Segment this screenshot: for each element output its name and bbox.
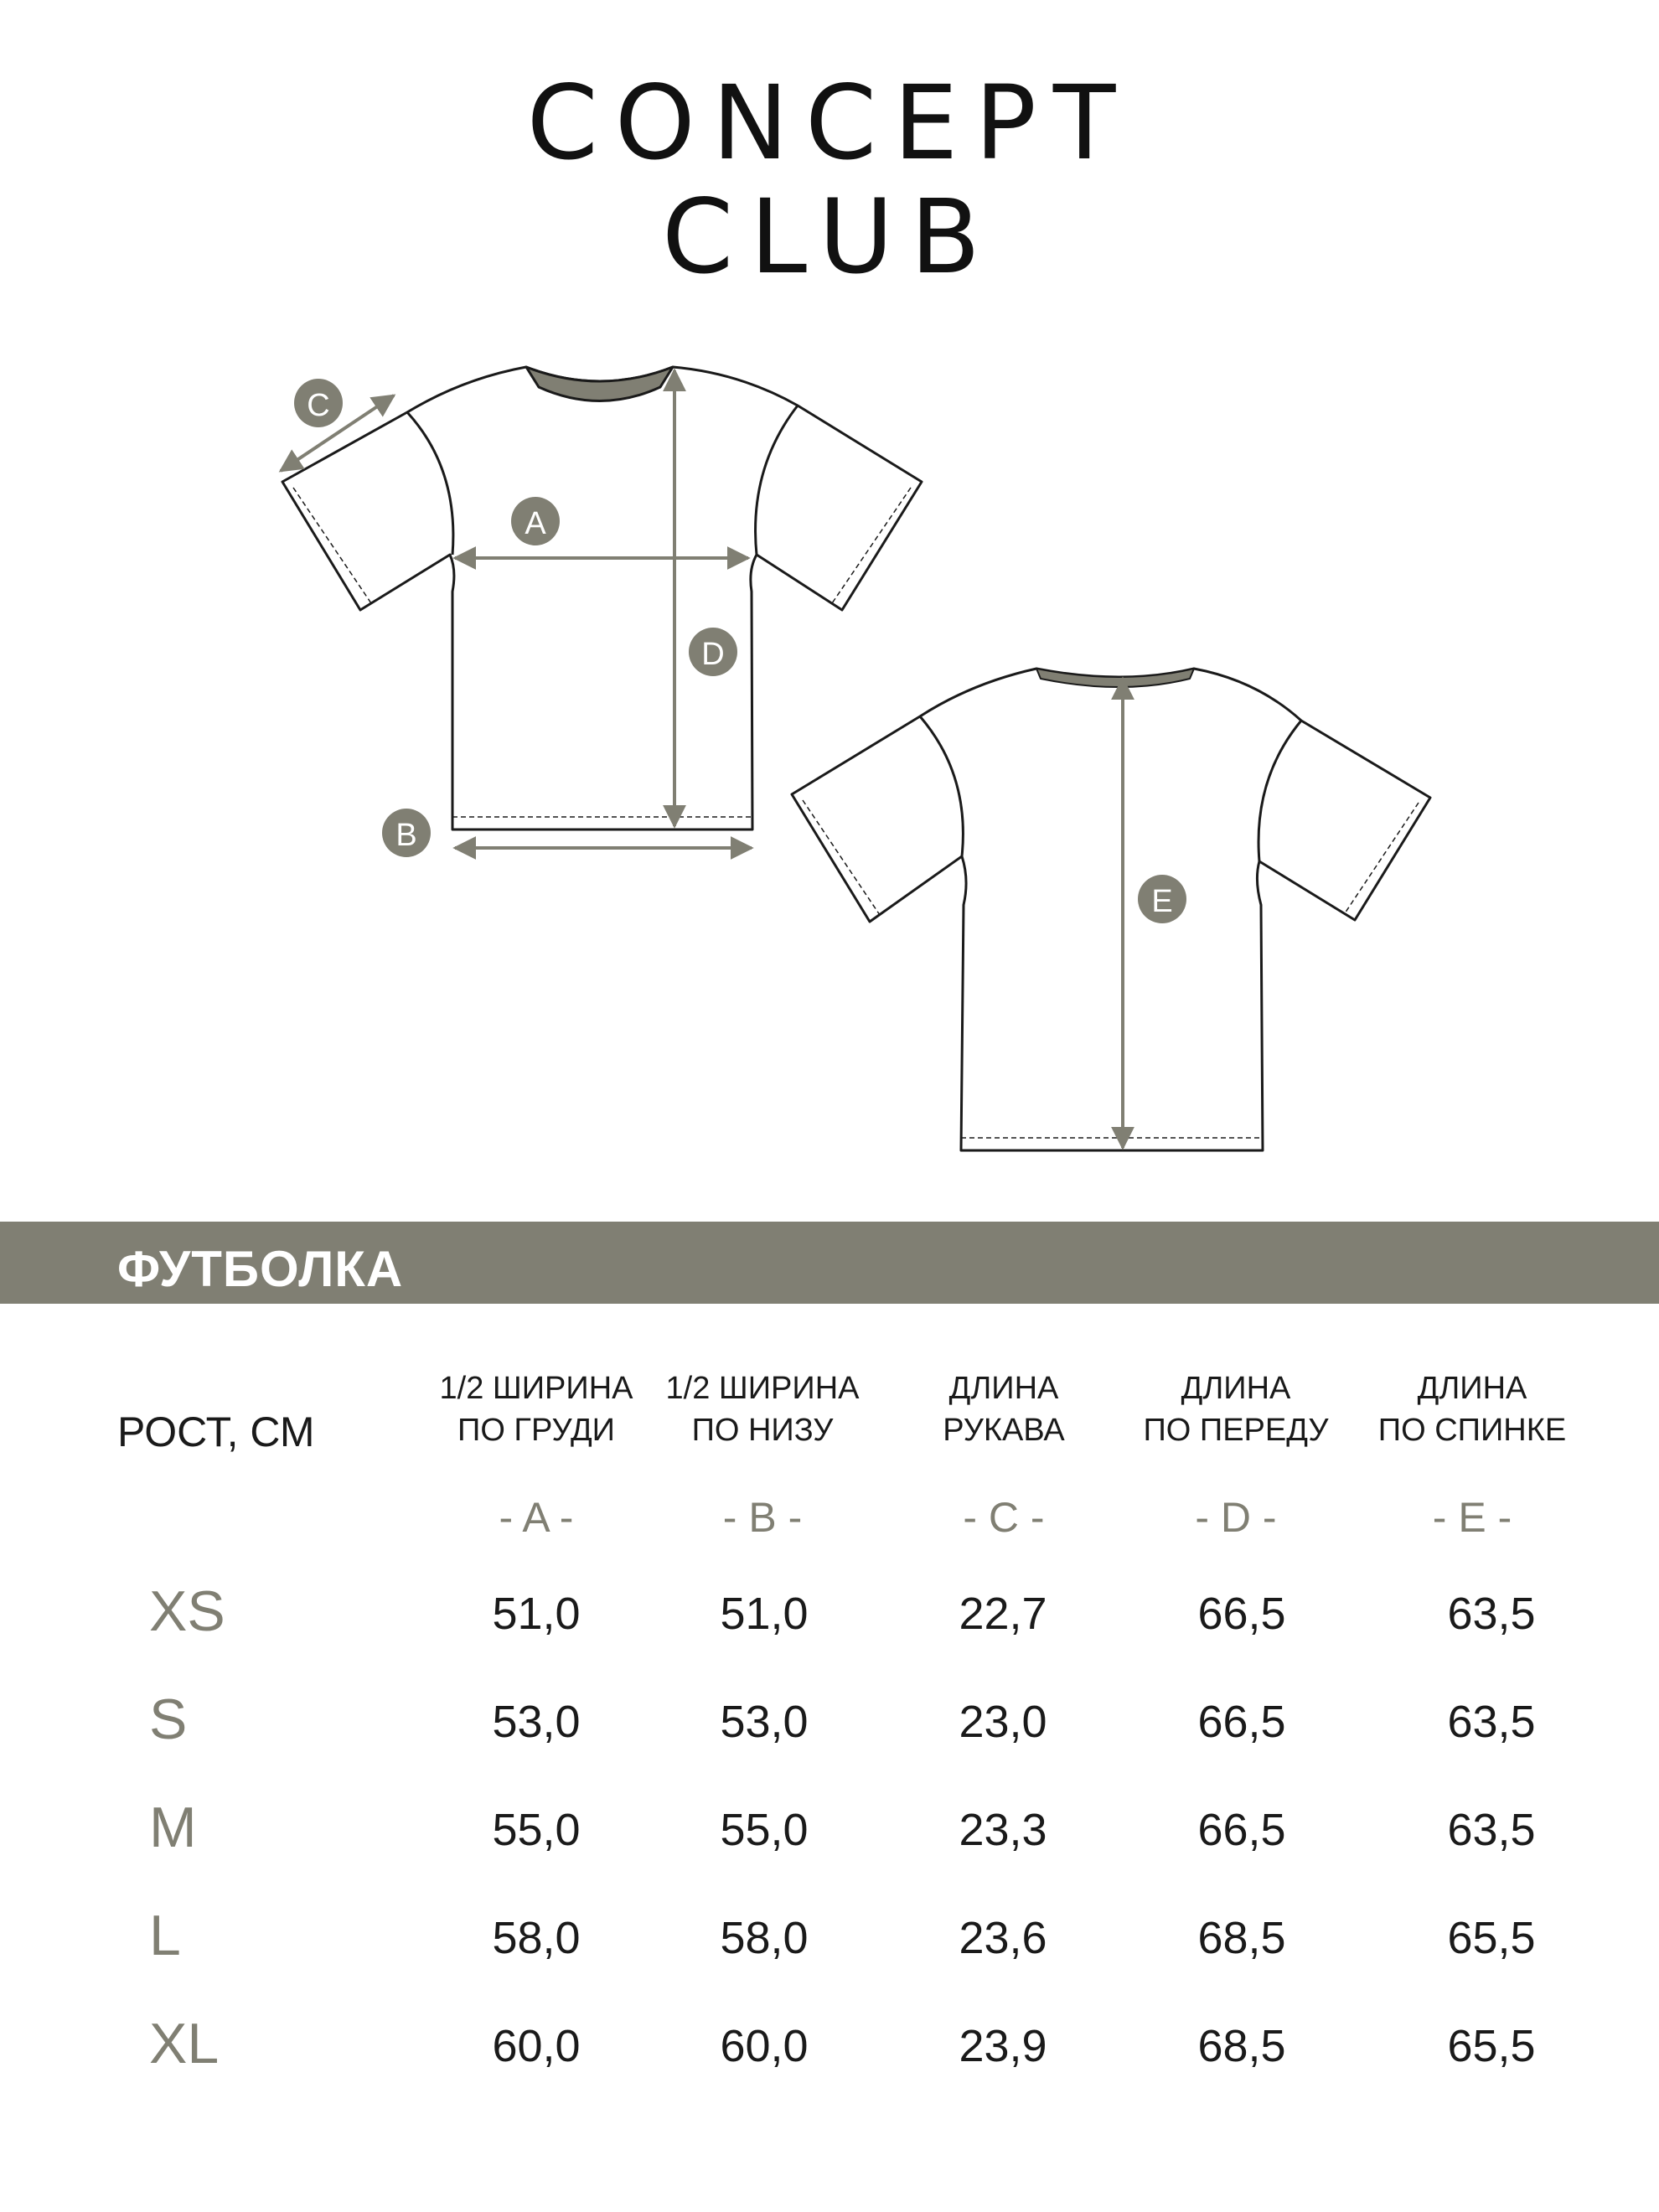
table-cell: 51,0: [492, 1589, 581, 1639]
column-header-a: 1/2 ШИРИНА ПО ГРУДИ: [439, 1371, 633, 1448]
table-cell: 53,0: [492, 1697, 581, 1747]
section-title: ФУТБОЛКА: [117, 1241, 404, 1297]
marker-c-label: C: [307, 388, 330, 423]
brand-logo-line1: CONCEPT: [526, 64, 1133, 183]
column-code-a: - A -: [499, 1494, 574, 1541]
table-cell: 23,3: [959, 1805, 1047, 1855]
table-cell: 23,6: [959, 1913, 1047, 1963]
table-cell: 58,0: [492, 1913, 581, 1963]
table-cell: 23,0: [959, 1697, 1047, 1747]
column-code-d: - D -: [1195, 1494, 1277, 1541]
table-cell: 65,5: [1447, 1913, 1536, 1963]
table-cell: 60,0: [492, 2021, 581, 2071]
size-label-xl: XL: [149, 2012, 220, 2075]
brand-logo-line2: CLUB: [661, 178, 998, 297]
table-cell: 55,0: [720, 1805, 809, 1855]
column-header-d: ДЛИНА ПО ПЕРЕДУ: [1143, 1371, 1329, 1448]
table-cell: 68,5: [1197, 1913, 1286, 1963]
table-cell: 58,0: [720, 1913, 809, 1963]
marker-b-label: B: [395, 818, 417, 853]
table-cell: 23,9: [959, 2021, 1047, 2071]
column-header-b: 1/2 ШИРИНА ПО НИЗУ: [665, 1371, 860, 1448]
column-header-c: ДЛИНА РУКАВА: [943, 1371, 1065, 1448]
marker-d: [689, 628, 737, 676]
table-cell: 55,0: [492, 1805, 581, 1855]
marker-e-label: E: [1151, 884, 1173, 919]
table-cell: 53,0: [720, 1697, 809, 1747]
column-code-b: - B -: [722, 1494, 803, 1541]
column-code-e: - E -: [1432, 1494, 1512, 1541]
marker-a: [511, 497, 560, 545]
table-cell: 22,7: [959, 1589, 1047, 1639]
table-cell: 66,5: [1197, 1589, 1286, 1639]
table-cell: 63,5: [1447, 1589, 1536, 1639]
table-cell: 66,5: [1197, 1697, 1286, 1747]
table-cell: 65,5: [1447, 2021, 1536, 2071]
marker-e: [1138, 875, 1186, 923]
table-cell: 63,5: [1447, 1697, 1536, 1747]
size-label-xs: XS: [149, 1579, 225, 1643]
table-cell: 68,5: [1197, 2021, 1286, 2071]
marker-d-label: D: [701, 637, 725, 672]
marker-c: [294, 379, 343, 427]
row-header-label: РОСТ, СМ: [117, 1408, 315, 1455]
size-label-s: S: [149, 1687, 188, 1751]
back-tshirt-drawing: [792, 669, 1430, 1150]
table-cell: 63,5: [1447, 1805, 1536, 1855]
section-banner: [0, 1222, 1659, 1304]
garment-diagram: [0, 335, 1659, 1173]
table-cell: 66,5: [1197, 1805, 1286, 1855]
size-label-l: L: [149, 1904, 181, 1967]
marker-b: [382, 809, 431, 857]
table-cell: 60,0: [720, 2021, 809, 2071]
column-header-e: ДЛИНА ПО СПИНКЕ: [1377, 1371, 1567, 1448]
marker-a-label: A: [525, 506, 546, 541]
column-code-c: - C -: [963, 1494, 1045, 1541]
front-tshirt-drawing: [282, 367, 922, 830]
size-label-m: M: [149, 1796, 197, 1859]
table-cell: 51,0: [720, 1589, 809, 1639]
